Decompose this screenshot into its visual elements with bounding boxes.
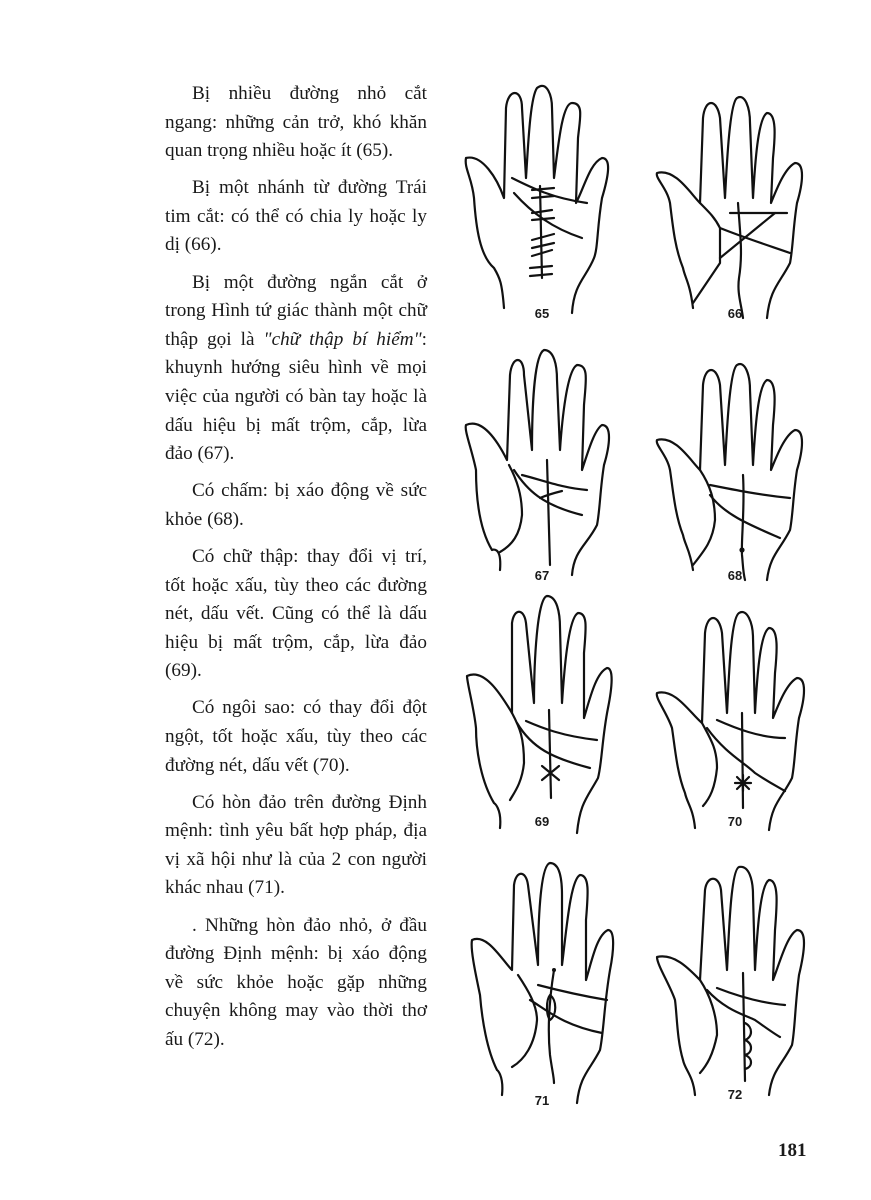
paragraph-68: Có chấm: bị xáo động về sức khỏe (68). (165, 480, 427, 530)
paragraph-70: Có ngôi sao: có thay đổi đột ngột, tốt hoặc xấu, tùy theo các đường nét, dấu vết (70). (165, 697, 427, 776)
figure-label-69: 69 (534, 814, 550, 829)
paragraph-66: Bị một nhánh từ đường Trái tim cắt: có thể có chia ly hoặc ly dị (66). (165, 177, 427, 256)
paragraph-72: . Những hòn đảo nhỏ, ở đầu đường Định mệnh: bị xáo động về sức khỏe hoặc gặp những chuyện không may vào thời thơ ấu (72). (165, 914, 427, 1050)
figure-68 (655, 340, 815, 600)
figure-69 (462, 588, 622, 848)
body-text (165, 80, 427, 1063)
hand-palm-icon (655, 78, 815, 328)
paragraph-69: Có chữ thập: thay đổi vị trí, tốt hoặc xấu, tùy theo các đường nét, dấu vết. Cũng có thể là dấu hiệu bị mất trộm, cắp, lừa đảo (69). (165, 545, 427, 682)
hand-palm-icon (462, 340, 622, 590)
paragraph-67-italic-term: "chữ thập bí hiểm" (263, 328, 422, 350)
figure-70 (655, 588, 815, 848)
figure-71 (462, 855, 622, 1115)
hand-palm-icon (655, 855, 815, 1105)
figure-72 (655, 855, 815, 1115)
figure-label-70: 70 (727, 814, 743, 829)
small-islands-mark (745, 1023, 751, 1069)
figure-label-65: 65 (534, 306, 550, 321)
hand-palm-icon (462, 78, 622, 328)
figure-66 (655, 78, 815, 338)
paragraph-67-start: Bị một đường ngắn cắt ở trong Hình tứ giác thành một chữ thập gọi là (165, 271, 427, 350)
figure-label-67: 67 (534, 568, 550, 583)
hand-palm-icon (655, 340, 815, 590)
figure-label-66: 66 (727, 306, 743, 321)
figure-label-72: 72 (727, 1087, 743, 1102)
figure-65 (462, 78, 622, 338)
hand-palm-icon (462, 855, 622, 1105)
hand-palm-icon (462, 588, 622, 838)
figure-label-68: 68 (727, 568, 743, 583)
paragraph-71: Có hòn đảo trên đường Định mệnh: tình yêu bất hợp pháp, địa vị xã hội như là của 2 con người khác nhau (71). (165, 791, 427, 899)
dot-icon (739, 547, 744, 552)
page-number: 181 (778, 1140, 807, 1161)
paragraph-67 (165, 269, 427, 469)
paragraph-65: Bị nhiều đường nhỏ cắt ngang: những cản trở, khó khăn quan trọng nhiều hoặc ít (65). (165, 83, 427, 162)
paragraph-67-end: : khuynh hướng siêu hình về mọi việc của người có bàn tay hoặc là dấu hiệu bị mất trộm, cắp, lừa đảo (67). (165, 328, 427, 465)
figure-67 (462, 340, 622, 600)
figure-label-71: 71 (534, 1093, 550, 1108)
hand-palm-icon (655, 588, 815, 838)
